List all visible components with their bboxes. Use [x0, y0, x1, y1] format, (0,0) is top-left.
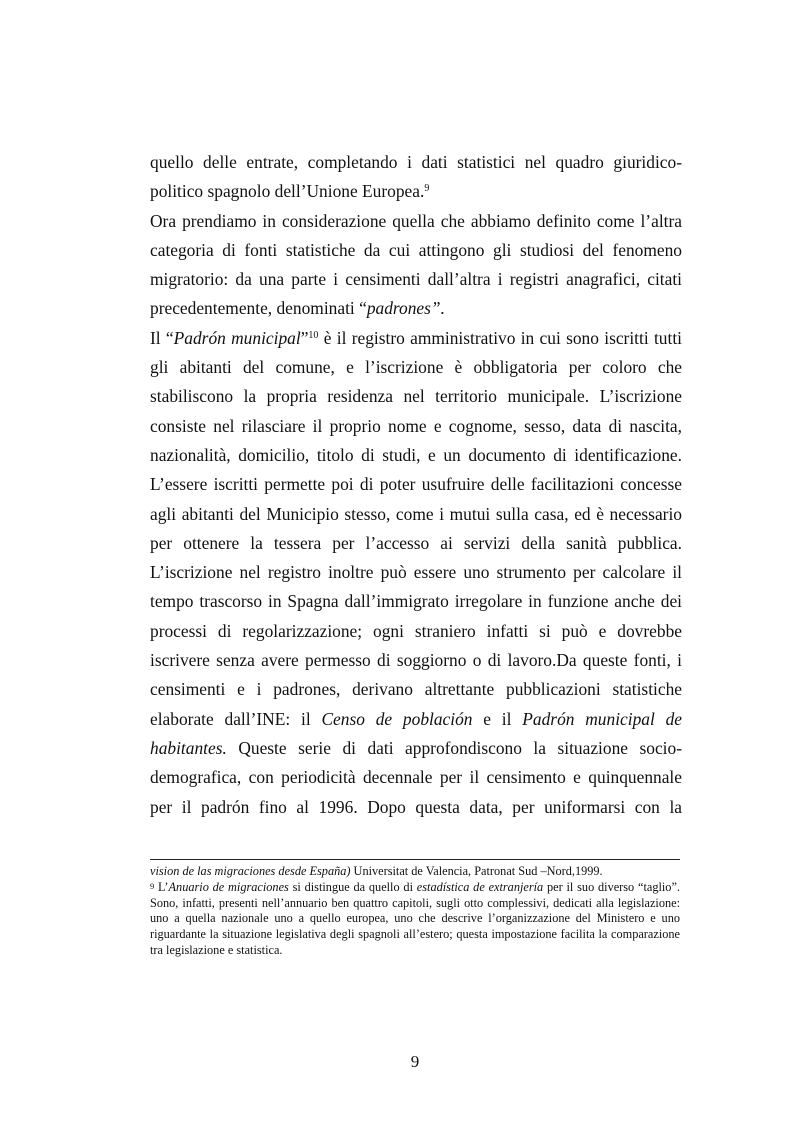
title-censo-de-poblacion: Censo de población — [321, 708, 473, 729]
body-text — [150, 148, 682, 822]
footnote-9: $^9$ L’Anuario de migraciones si distingue da quello di estadística de extranjería per il suo diverso “taglio”. Sono, infatti, presenti nell’annuario ben quattro capitoli, sugli otto complessivi, dedicati alla legislazione: uno a quella nazionale uno a quello europea, uno che descrive l’organizzazione del Ministero e uno riguardante la situazione legislativa degli spagnoli all’estero; questa impostazione facilita la comparazione tra legislazione e statistica. — [150, 879, 680, 957]
paragraph-1: quello delle entrate, completando i dati statistici nel quadro giuridico-politico spagnolo dell’Unione Europea.$^9$ — [150, 152, 682, 202]
title-padron-municipal-de-habitantes: Padrón municipal de habitantes. — [150, 708, 683, 758]
footnote-ref-10[interactable]: 10 — [308, 329, 319, 341]
term-padrones: padrones”. — [366, 298, 445, 319]
paragraph-3: Il “Padrón municipal”$^{10}$ è il registro amministrativo in cui sono iscritti tutti gli abitanti del comune, e l’iscrizione è obbligatoria per coloro che stabiliscono la propria residenza nel territorio municipale. L’iscrizione consiste nel rilasciare il proprio nome e cognome, sesso, data di nascita, nazionalità, domicilio, titolo di studi, e un documento di identificazione. L’essere iscritti permette poi di poter usufruire delle facilitazioni concesse agli abitanti del Municipio stesso, come i mutui sulla casa, ed è necessario per ottenere la tessera per l’accesso ai servizi della sanità pubblica. L’iscrizione nel registro inoltre può essere uno strumento per calcolare il tempo trascorso in Spagna dall’immigrato irregolare in funzione anche dei processi di regolarizzazione; ogni straniero infatti si può e dovrebbe iscrivere senza avere permesso di soggiorno o di lavoro.Da queste fonti, i censimenti e i padrones, derivano altrettante pubblicazioni statistiche elaborate dall’INE: il Censo de población e il Padrón municipal de habitantes. Queste serie di dati approfondiscono la situazione socio-demografica, con periodicità decennale per il censimento e quinquennale per il padrón fino al 1996. Dopo questa data, per uniformarsi con la — [150, 327, 683, 817]
paragraph-2: Ora prendiamo in considerazione quella che abbiamo definito come l’altra categoria di fonti statistiche da cui attingono gli studiosi del fenomeno migratorio: da una parte i censimenti dall’altra i registri anagrafici, citati precedentemente, denominati “padrones”. — [150, 210, 682, 319]
term-padron-municipal: Padrón municipal — [173, 327, 301, 348]
page-number: 9 — [410, 1052, 420, 1071]
footnote-continued: vision de las migraciones desde España) Universitat de Valencia, Patronat Sud –Nord,1999. — [150, 864, 603, 878]
footnote-separator — [150, 859, 680, 860]
footnote-number-9: 9 — [150, 880, 155, 891]
footnotes — [150, 864, 680, 959]
footnote-ref-9[interactable]: 9 — [424, 183, 430, 195]
